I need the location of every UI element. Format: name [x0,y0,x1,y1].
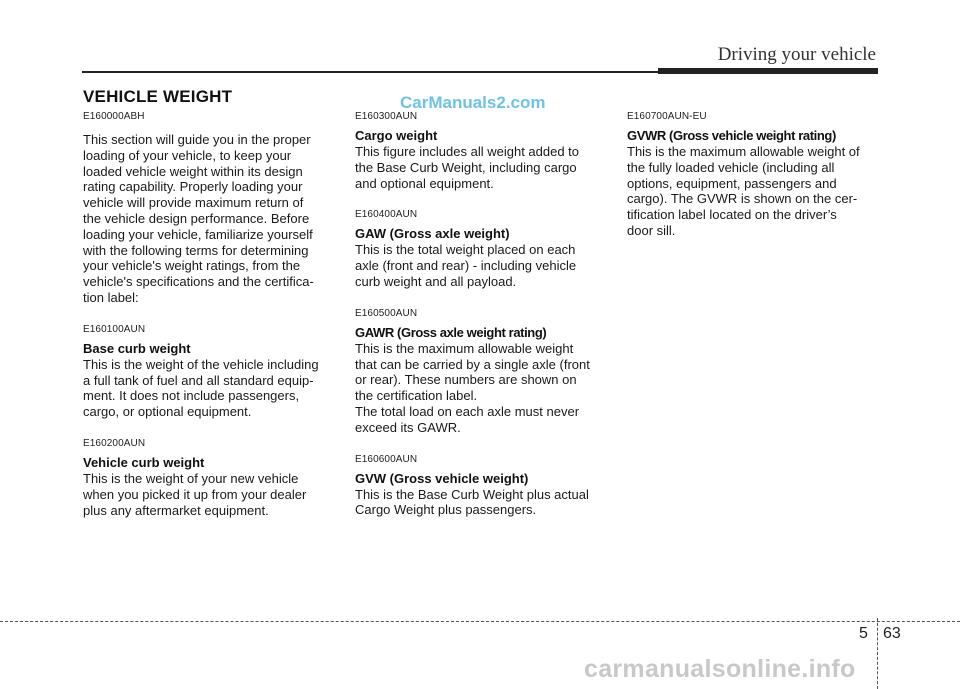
gaw-heading: GAW (Gross axle weight) [355,226,510,242]
section-code: E160600AUN [355,453,418,465]
gvw-block [355,454,605,519]
cargo-weight-text: This figure includes all weight added to the Base Curb Weight, including cargo and optional equipment. [355,144,580,191]
chapter-number: 5 [859,625,868,642]
gaw-text: This is the total weight placed on each axle (front and rear) - including vehicle curb weight and all payload. [355,242,577,289]
intro-block [83,111,333,306]
gvw-heading: GVW (Gross vehicle weight) [355,470,529,486]
watermark-top: CarManuals2.com [400,93,546,112]
base-curb-weight-text: This is the weight of the vehicle including a full tank of fuel and all standard equip- ment. It does not include passengers, cargo, or optional equipment. [83,356,319,420]
intro-text: This section will guide you in the proper loading of your vehicle, to keep your loaded vehicle weight within its design rating capability. Properly loading your vehicle will provide maximum return of the vehicle design performance. Before loading your vehicle, familiarize yourself with the following terms for determining your vehicle's weight ratings, from the vehicle's specifications and the certifica- tion label: [83,132,314,305]
column-2 [355,111,605,536]
section-code: E160500AUN [355,307,418,319]
gawr-block [355,308,605,436]
base-curb-weight-heading: Base curb weight [83,340,191,356]
gvwr-block [627,111,877,239]
gaw-block [355,209,605,289]
section-code: E160100AUN [83,323,146,335]
column-3 [627,111,877,257]
section-code: E160300AUN [355,111,418,122]
chapter-header-title: Driving your vehicle [717,44,876,65]
section-code: E160400AUN [355,209,418,221]
header-rule [82,71,658,73]
cargo-weight-block [355,111,605,191]
vehicle-curb-weight-block [83,438,333,518]
base-curb-weight-block [83,324,333,420]
header-thick-bar [658,68,878,74]
footer-dashed-rule [0,621,960,622]
section-code: E160200AUN [83,437,146,449]
vehicle-curb-weight-text: This is the weight of your new vehicle when you picked it up from your dealer plus any aftermarket equipment. [83,470,307,518]
section-code: E160700AUN-EU [627,111,707,122]
gvwr-text: This is the maximum allowable weight of the fully loaded vehicle (including all options, equipment, passengers and cargo). The GVWR is shown on the cer- tification label located on the driver’s door sill. [627,144,860,238]
section-title: VEHICLE WEIGHT [83,87,233,106]
cargo-weight-heading: Cargo weight [355,128,438,143]
gvw-text: This is the Base Curb Weight plus actual Cargo Weight plus passengers. [355,486,589,518]
section-code: E160000ABH [83,111,145,122]
gawr-heading: GAWR (Gross axle weight rating) [355,324,547,340]
vehicle-curb-weight-heading: Vehicle curb weight [83,454,205,470]
footer-page-divider [877,618,878,689]
gawr-text: This is the maximum allowable weight that can be carried by a single axle (front or rear). These numbers are shown on the certification label. The total load on each axle must never exceed its GAWR. [355,340,590,435]
gvwr-heading: GVWR (Gross vehicle weight rating) [627,128,836,143]
watermark-bottom: carmanualsonline.info [584,655,856,683]
column-1 [83,111,333,536]
page-number: 63 [883,625,901,642]
